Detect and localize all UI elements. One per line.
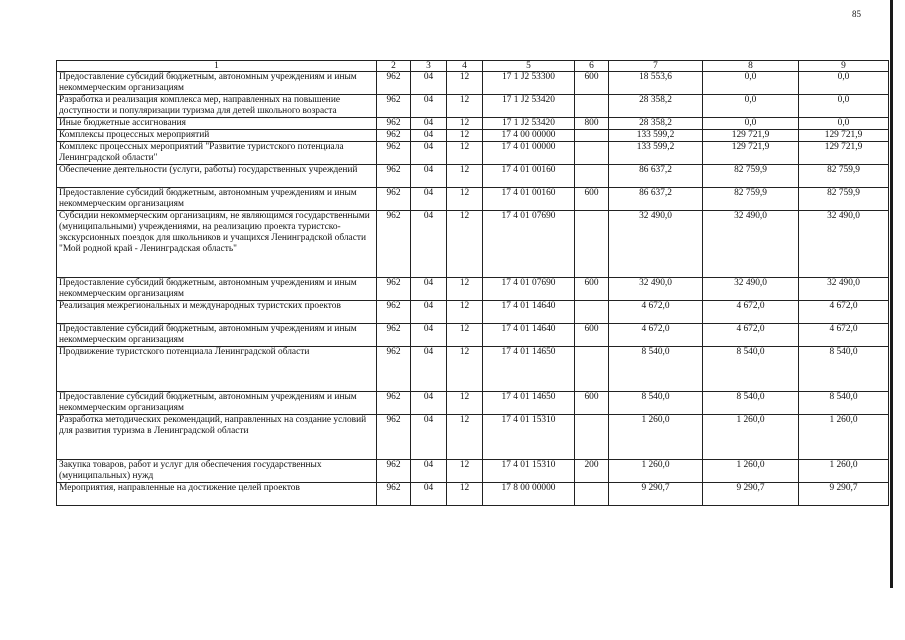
- amount-year1-cell: 133 599,2: [609, 130, 703, 142]
- target-code-cell: 17 4 01 14650: [483, 347, 575, 392]
- item-name-cell: Комплекс процессных мероприятий "Развитие туристского потенциала Ленинградской области": [57, 142, 377, 165]
- page-number: 85: [852, 9, 861, 19]
- table-row: [57, 324, 889, 347]
- expense-type-cell: 600: [575, 324, 609, 347]
- amount-year3-cell: 32 490,0: [799, 211, 889, 278]
- amount-year3-cell: 129 721,9: [799, 142, 889, 165]
- target-code-cell: 17 4 01 14640: [483, 324, 575, 347]
- amount-year2-cell: 82 759,9: [703, 165, 799, 188]
- target-code-cell: 17 4 01 15310: [483, 460, 575, 483]
- amount-year2-cell: 129 721,9: [703, 142, 799, 165]
- expense-type-cell: [575, 301, 609, 324]
- table-row: [57, 188, 889, 211]
- amount-year2-cell: 129 721,9: [703, 130, 799, 142]
- section-cell: 04: [411, 278, 447, 301]
- section-cell: 04: [411, 118, 447, 130]
- table-row: [57, 347, 889, 392]
- col-header-3: 3: [411, 61, 447, 72]
- item-name-cell: Комплексы процессных мероприятий: [57, 130, 377, 142]
- expense-type-cell: 600: [575, 72, 609, 95]
- table-row: [57, 483, 889, 506]
- subsection-cell: 12: [447, 347, 483, 392]
- amount-year2-cell: 32 490,0: [703, 211, 799, 278]
- amount-year3-cell: 1 260,0: [799, 460, 889, 483]
- amount-year1-cell: 28 358,2: [609, 118, 703, 130]
- amount-year2-cell: 8 540,0: [703, 347, 799, 392]
- subsection-cell: 12: [447, 301, 483, 324]
- amount-year1-cell: 86 637,2: [609, 188, 703, 211]
- section-cell: 04: [411, 324, 447, 347]
- ministry-code-cell: 962: [377, 415, 411, 460]
- expense-type-cell: [575, 483, 609, 506]
- subsection-cell: 12: [447, 324, 483, 347]
- col-header-4: 4: [447, 61, 483, 72]
- expense-type-cell: [575, 95, 609, 118]
- ministry-code-cell: 962: [377, 142, 411, 165]
- subsection-cell: 12: [447, 392, 483, 415]
- table-row: [57, 165, 889, 188]
- amount-year2-cell: 9 290,7: [703, 483, 799, 506]
- ministry-code-cell: 962: [377, 188, 411, 211]
- amount-year2-cell: 8 540,0: [703, 392, 799, 415]
- ministry-code-cell: 962: [377, 324, 411, 347]
- ministry-code-cell: 962: [377, 460, 411, 483]
- item-name-cell: Закупка товаров, работ и услуг для обеспечения государственных (муниципальных) нужд: [57, 460, 377, 483]
- ministry-code-cell: 962: [377, 130, 411, 142]
- subsection-cell: 12: [447, 142, 483, 165]
- expense-type-cell: [575, 165, 609, 188]
- item-name-cell: Предоставление субсидий бюджетным, автономным учреждениям и иным некоммерческим организациям: [57, 188, 377, 211]
- table-row: [57, 142, 889, 165]
- amount-year1-cell: 1 260,0: [609, 415, 703, 460]
- target-code-cell: 17 4 01 00160: [483, 188, 575, 211]
- item-name-cell: Субсидии некоммерческим организациям, не являющимся государственными (муниципальными) учреждениями, на реализацию проекта туристско-экскурсионных поездок для школьников и учащихся Ленинградской области "Мой родной край - Ленинградская область": [57, 211, 377, 278]
- item-name-cell: Разработка методических рекомендаций, направленных на создание условий для развития туризма в Ленинградской области: [57, 415, 377, 460]
- table-body: [57, 72, 889, 506]
- target-code-cell: 17 4 00 00000: [483, 130, 575, 142]
- item-name-cell: Продвижение туристского потенциала Ленинградской области: [57, 347, 377, 392]
- subsection-cell: 12: [447, 278, 483, 301]
- subsection-cell: 12: [447, 483, 483, 506]
- ministry-code-cell: 962: [377, 278, 411, 301]
- subsection-cell: 12: [447, 188, 483, 211]
- target-code-cell: 17 1 J2 53300: [483, 72, 575, 95]
- amount-year1-cell: 28 358,2: [609, 95, 703, 118]
- expense-type-cell: 600: [575, 278, 609, 301]
- amount-year2-cell: 0,0: [703, 72, 799, 95]
- section-cell: 04: [411, 165, 447, 188]
- amount-year1-cell: 1 260,0: [609, 460, 703, 483]
- item-name-cell: Предоставление субсидий бюджетным, автономным учреждениям и иным некоммерческим организациям: [57, 324, 377, 347]
- item-name-cell: Обеспечение деятельности (услуги, работы) государственных учреждений: [57, 165, 377, 188]
- table-row: [57, 460, 889, 483]
- section-cell: 04: [411, 301, 447, 324]
- ministry-code-cell: 962: [377, 347, 411, 392]
- amount-year2-cell: 0,0: [703, 118, 799, 130]
- amount-year3-cell: 82 759,9: [799, 165, 889, 188]
- amount-year1-cell: 86 637,2: [609, 165, 703, 188]
- target-code-cell: 17 1 J2 53420: [483, 95, 575, 118]
- item-name-cell: Разработка и реализация комплекса мер, направленных на повышение доступности и популяризации туризма для детей школьного возраста: [57, 95, 377, 118]
- ministry-code-cell: 962: [377, 118, 411, 130]
- amount-year3-cell: 8 540,0: [799, 347, 889, 392]
- amount-year3-cell: 1 260,0: [799, 415, 889, 460]
- table-row: [57, 95, 889, 118]
- subsection-cell: 12: [447, 211, 483, 278]
- expense-type-cell: 600: [575, 188, 609, 211]
- item-name-cell: Иные бюджетные ассигнования: [57, 118, 377, 130]
- amount-year2-cell: 4 672,0: [703, 301, 799, 324]
- subsection-cell: 12: [447, 460, 483, 483]
- table-row: [57, 301, 889, 324]
- amount-year2-cell: 0,0: [703, 95, 799, 118]
- amount-year3-cell: 8 540,0: [799, 392, 889, 415]
- amount-year3-cell: 4 672,0: [799, 324, 889, 347]
- amount-year1-cell: 32 490,0: [609, 278, 703, 301]
- target-code-cell: 17 1 J2 53420: [483, 118, 575, 130]
- amount-year1-cell: 18 553,6: [609, 72, 703, 95]
- amount-year2-cell: 32 490,0: [703, 278, 799, 301]
- section-cell: 04: [411, 392, 447, 415]
- amount-year2-cell: 1 260,0: [703, 415, 799, 460]
- section-cell: 04: [411, 188, 447, 211]
- section-cell: 04: [411, 211, 447, 278]
- item-name-cell: Предоставление субсидий бюджетным, автономным учреждениям и иным некоммерческим организациям: [57, 72, 377, 95]
- section-cell: 04: [411, 415, 447, 460]
- section-cell: 04: [411, 130, 447, 142]
- amount-year3-cell: 0,0: [799, 118, 889, 130]
- target-code-cell: 17 4 01 07690: [483, 278, 575, 301]
- ministry-code-cell: 962: [377, 72, 411, 95]
- amount-year3-cell: 0,0: [799, 95, 889, 118]
- ministry-code-cell: 962: [377, 95, 411, 118]
- ministry-code-cell: 962: [377, 483, 411, 506]
- table-row: [57, 72, 889, 95]
- subsection-cell: 12: [447, 130, 483, 142]
- page-edge-rule: [890, 0, 893, 588]
- table-row: [57, 415, 889, 460]
- amount-year1-cell: 32 490,0: [609, 211, 703, 278]
- amount-year1-cell: 8 540,0: [609, 392, 703, 415]
- target-code-cell: 17 4 01 07690: [483, 211, 575, 278]
- amount-year3-cell: 129 721,9: [799, 130, 889, 142]
- col-header-2: 2: [377, 61, 411, 72]
- amount-year1-cell: 9 290,7: [609, 483, 703, 506]
- subsection-cell: 12: [447, 118, 483, 130]
- expense-type-cell: [575, 211, 609, 278]
- amount-year2-cell: 4 672,0: [703, 324, 799, 347]
- col-header-8: 8: [703, 61, 799, 72]
- col-header-6: 6: [575, 61, 609, 72]
- amount-year2-cell: 82 759,9: [703, 188, 799, 211]
- amount-year3-cell: 82 759,9: [799, 188, 889, 211]
- expense-type-cell: 200: [575, 460, 609, 483]
- amount-year3-cell: 0,0: [799, 72, 889, 95]
- target-code-cell: 17 4 01 00000: [483, 142, 575, 165]
- target-code-cell: 17 4 01 00160: [483, 165, 575, 188]
- expense-type-cell: [575, 130, 609, 142]
- amount-year3-cell: 9 290,7: [799, 483, 889, 506]
- subsection-cell: 12: [447, 72, 483, 95]
- col-header-9: 9: [799, 61, 889, 72]
- col-header-1: 1: [57, 61, 377, 72]
- section-cell: 04: [411, 95, 447, 118]
- amount-year1-cell: 4 672,0: [609, 324, 703, 347]
- table-row: [57, 211, 889, 278]
- expense-type-cell: [575, 415, 609, 460]
- ministry-code-cell: 962: [377, 165, 411, 188]
- amount-year1-cell: 8 540,0: [609, 347, 703, 392]
- item-name-cell: Предоставление субсидий бюджетным, автономным учреждениям и иным некоммерческим организациям: [57, 392, 377, 415]
- target-code-cell: 17 4 01 15310: [483, 415, 575, 460]
- item-name-cell: Мероприятия, направленные на достижение целей проектов: [57, 483, 377, 506]
- expense-type-cell: 600: [575, 392, 609, 415]
- col-header-5: 5: [483, 61, 575, 72]
- amount-year1-cell: 133 599,2: [609, 142, 703, 165]
- ministry-code-cell: 962: [377, 301, 411, 324]
- table-row: [57, 278, 889, 301]
- subsection-cell: 12: [447, 95, 483, 118]
- amount-year1-cell: 4 672,0: [609, 301, 703, 324]
- target-code-cell: 17 4 01 14640: [483, 301, 575, 324]
- header-row: [57, 61, 889, 72]
- ministry-code-cell: 962: [377, 392, 411, 415]
- expense-type-cell: [575, 142, 609, 165]
- section-cell: 04: [411, 347, 447, 392]
- target-code-cell: 17 8 00 00000: [483, 483, 575, 506]
- subsection-cell: 12: [447, 415, 483, 460]
- section-cell: 04: [411, 72, 447, 95]
- expense-type-cell: 800: [575, 118, 609, 130]
- subsection-cell: 12: [447, 165, 483, 188]
- section-cell: 04: [411, 142, 447, 165]
- section-cell: 04: [411, 460, 447, 483]
- budget-table: [56, 60, 889, 506]
- amount-year2-cell: 1 260,0: [703, 460, 799, 483]
- target-code-cell: 17 4 01 14650: [483, 392, 575, 415]
- amount-year3-cell: 32 490,0: [799, 278, 889, 301]
- table-row: [57, 118, 889, 130]
- item-name-cell: Предоставление субсидий бюджетным, автономным учреждениям и иным некоммерческим организациям: [57, 278, 377, 301]
- ministry-code-cell: 962: [377, 211, 411, 278]
- item-name-cell: Реализация межрегиональных и международных туристских проектов: [57, 301, 377, 324]
- expense-type-cell: [575, 347, 609, 392]
- section-cell: 04: [411, 483, 447, 506]
- table-row: [57, 130, 889, 142]
- table-row: [57, 392, 889, 415]
- col-header-7: 7: [609, 61, 703, 72]
- amount-year3-cell: 4 672,0: [799, 301, 889, 324]
